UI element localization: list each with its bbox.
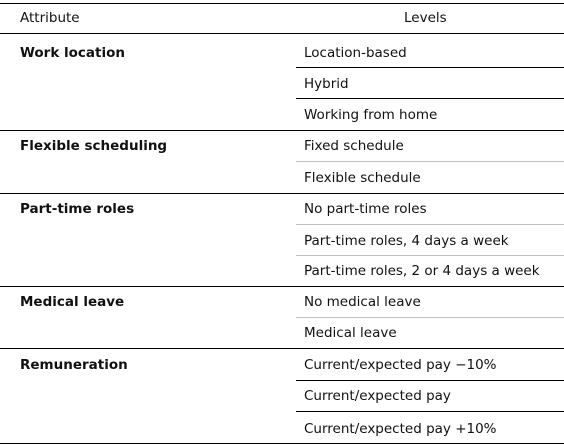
header-levels: Levels <box>404 10 447 26</box>
level-fixed-schedule: Fixed schedule <box>304 138 404 154</box>
attribute-flexible-scheduling: Flexible scheduling <box>20 138 168 154</box>
group-divider <box>0 348 564 349</box>
level-divider <box>296 161 564 162</box>
level-divider <box>296 317 564 318</box>
level-pay-plus-10: Current/expected pay +10% <box>304 421 497 437</box>
header-attribute: Attribute <box>20 10 80 26</box>
level-divider <box>296 380 564 381</box>
level-pay-minus-10: Current/expected pay −10% <box>304 357 497 373</box>
group-divider <box>0 286 564 287</box>
level-divider <box>296 224 564 225</box>
level-divider <box>296 67 564 68</box>
level-divider <box>296 98 564 99</box>
level-location-based: Location-based <box>304 45 407 61</box>
level-hybrid: Hybrid <box>304 76 349 92</box>
level-divider <box>296 411 564 412</box>
attribute-part-time-roles: Part-time roles <box>20 201 135 217</box>
attribute-remuneration: Remuneration <box>20 357 128 373</box>
level-pay-current: Current/expected pay <box>304 388 451 404</box>
attribute-work-location: Work location <box>20 45 126 61</box>
level-medical-leave: Medical leave <box>304 325 397 341</box>
header-bottom-rule <box>0 33 564 34</box>
attribute-medical-leave: Medical leave <box>20 294 125 310</box>
level-no-medical-leave: No medical leave <box>304 294 421 310</box>
group-divider <box>0 130 564 131</box>
level-no-part-time-roles: No part-time roles <box>304 201 427 217</box>
level-divider <box>296 255 564 256</box>
level-part-time-2-or-4-days: Part-time roles, 2 or 4 days a week <box>304 263 540 279</box>
table-bottom-rule <box>0 443 564 444</box>
level-part-time-4-days: Part-time roles, 4 days a week <box>304 233 509 249</box>
table-top-rule <box>0 3 564 4</box>
level-flexible-schedule: Flexible schedule <box>304 170 421 186</box>
level-working-from-home: Working from home <box>304 107 438 123</box>
group-divider <box>0 193 564 194</box>
